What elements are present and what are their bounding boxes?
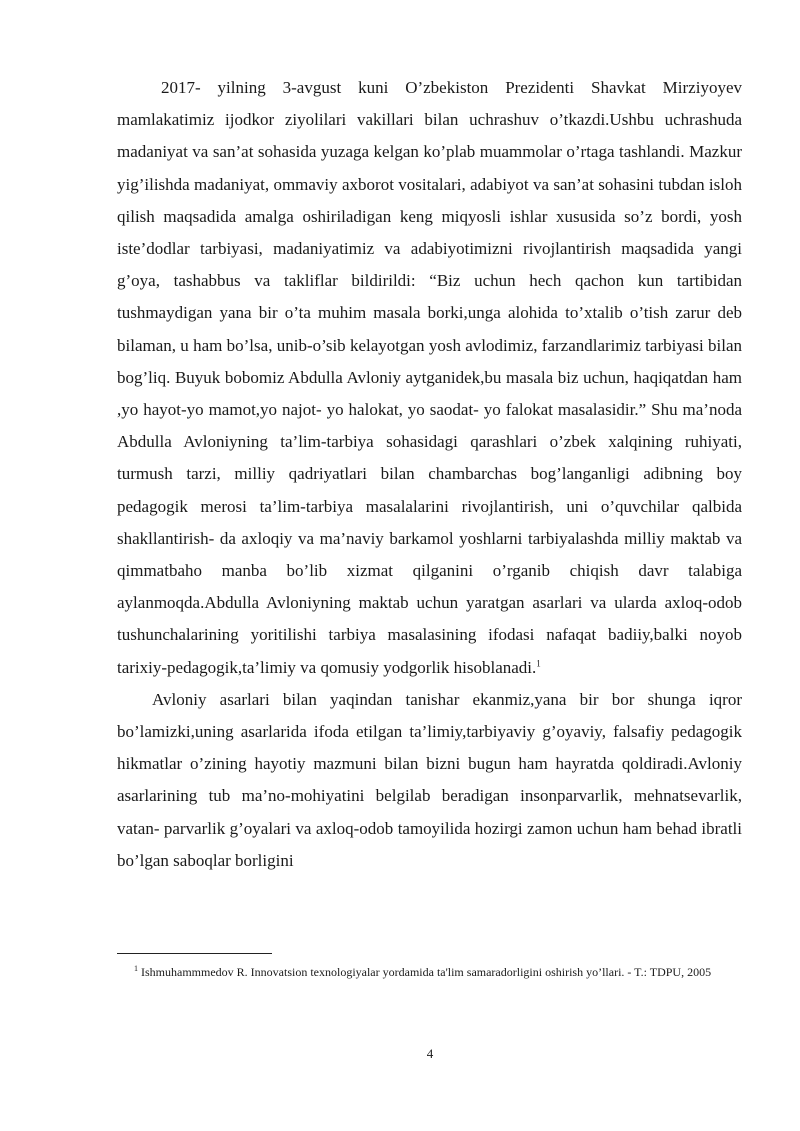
paragraph xyxy=(117,72,742,684)
paragraph xyxy=(117,684,742,877)
body-text xyxy=(117,72,742,877)
page-number: 4 xyxy=(426,1046,434,1061)
footnote-reference: 1 xyxy=(536,658,541,668)
footnote xyxy=(117,960,742,984)
footnote-text: Ishmuhammmedov R. Innovatsion texnologiyalar yordamida ta'lim samaradorligini oshirish yo’llari. - T.: TDPU, 2005 xyxy=(141,965,712,979)
footnote-marker: 1 xyxy=(134,964,138,973)
footnote-separator xyxy=(117,953,272,954)
paragraph-text: Avloniy asarlari bilan yaqindan tanishar ekanmiz,yana bir bor shunga iqror bo’lamizki,uning asarlarida ifoda etilgan ta’limiy,tarbiyaviy g’oyaviy, falsafiy pedagogik hikmatlar o’zining hayotiy mazmuni bilan bizni bugun ham hayratda qoldiradi.Avloniy asarlarining tub ma’no-mohiyatini belgilab beradigan insonparvarlik, mehnatsevarlik, vatan- parvarlik g’oyalari va axloq-odob tamoyilida hozirgi zamon uchun ham behad ibratli bo’lgan saboqlar borligini xyxy=(117,689,742,870)
paragraph-text: 2017- yilning 3-avgust kuni O’zbekiston Prezidenti Shavkat Mirziyoyev mamlakatimiz ijodkor ziyolilari vakillari bilan uchrashuv o’tkazdi.Ushbu uchrashuda madaniyat va san’at sohasida yuzaga kelgan ko’plab muammolar o’rtaga tashlandi. Mazkur yig’ilishda madaniyat, ommaviy axborot vositalari, adabiyot va san’at sohasini tubdan isloh qilish maqsadida amalga oshiriladigan keng miqyosli ishlar xususida so’z bordi, yosh iste’dodlar tarbiyasi, madaniyatimiz va adabiyotimizni rivojlantirish maqsadida yangi g’oya, tashabbus va takliflar bildirildi: “Biz uchun hech qachon kun tartibidan tushmaydigan yana bir o’ta muhim masala borki,unga alohida to’xtalib o’tish zarur deb bilaman, u ham bo’lsa, unib-o’sib kelayotgan yosh avlodimiz, farzandlarimiz tarbiyasi bilan bog’liq. Buyuk bobomiz Abdulla Avloniy aytganidek,bu masala biz uchun, haqiqatdan ham ,yo hayot-yo mamot,yo najot- yo halokat, yo saodat- yo falokat masalasidir.” Shu ma’noda Abdulla Avloniyning ta’lim-tarbiya sohasidagi qarashlari o’zbek xalqining ruhiyati, turmush tarzi, milliy qadriyatlari bilan chambarchas bog’langanligi adibning boy pedagogik merosi ta’lim-tarbiya masalalarini rivojlantirish, uni o’quvchilar qalbida shakllantirish- da axloqiy va ma’naviy barkamol yoshlarni tarbiyalashda milliy maktab va qimmatbaho manba bo’lib xizmat qilganini o’rganib chiqish davr talabiga aylanmoqda.Abdulla Avloniyning maktab uchun yaratgan asarlari va ularda axloq-odob tushunchalarining yoritilishi tarbiya masalasining ifodasi nafaqat badiiy,balki noyob tarixiy-pedagogik,ta’limiy va qomusiy yodgorlik hisoblanadi. xyxy=(117,78,742,677)
